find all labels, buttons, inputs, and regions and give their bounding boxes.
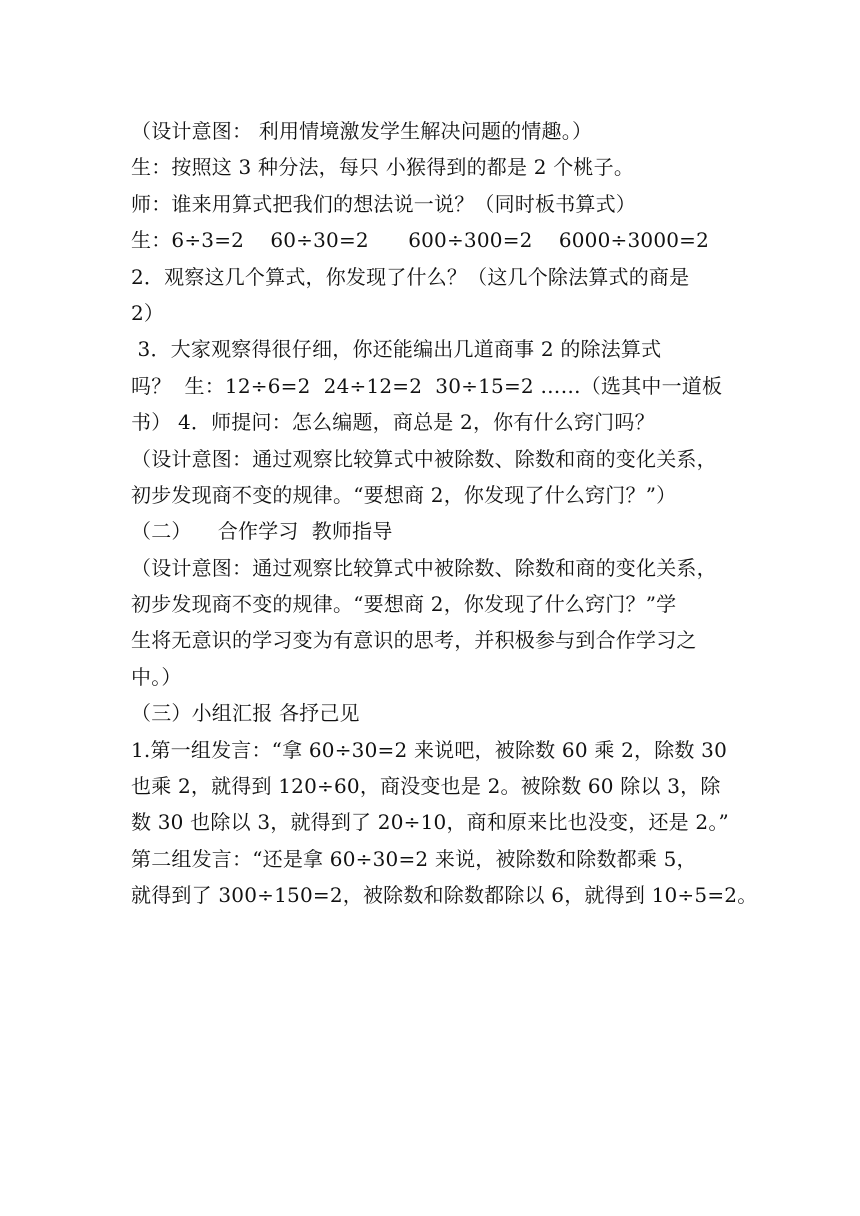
text-line: 数 30 也除以 3，就得到了 20÷10，商和原来比也没变，还是 2。”: [131, 810, 729, 835]
text-line: 初步发现商不变的规律。“要想商 2，你发现了什么窍门？”）: [131, 482, 677, 507]
text-line: 1.第一组发言：“拿 60÷30=2 来说吧，被除数 60 乘 2，除数 30: [131, 737, 728, 762]
text-line: （设计意图：通过观察比较算式中被除数、除数和商的变化关系，: [131, 446, 717, 471]
text-line: 生：6÷3=2 60÷30=2 600÷300=2 6000÷3000=2: [131, 228, 710, 253]
text-line: 第二组发言：“还是拿 60÷30=2 来说，被除数和除数都乘 5，: [131, 846, 697, 871]
text-line: 吗？ 生：12÷6=2 24÷12=2 30÷15=2 ……（选其中一道板: [131, 373, 723, 398]
text-line: 师：谁来用算式把我们的想法说一说？（同时板书算式）: [131, 191, 636, 216]
text-line: 生将无意识的学习变为有意识的思考，并积极参与到合作学习之: [131, 628, 697, 653]
section-heading: （二） 合作学习 教师指导: [131, 519, 393, 544]
text-line: 书） 4．师提问：怎么编题，商总是 2，你有什么窍门吗？: [131, 410, 655, 435]
text-line: 2）: [131, 300, 165, 325]
text-line: 初步发现商不变的规律。“要想商 2，你发现了什么窍门？”学: [131, 592, 677, 617]
text-line: 2．观察这几个算式，你发现了什么？（这几个除法算式的商是: [131, 264, 690, 289]
text-line: 就得到了 300÷150=2，被除数和除数都除以 6，就得到 10÷5=2。: [131, 883, 758, 908]
section-heading: （三）小组汇报 各抒己见: [131, 701, 360, 726]
text-line: 也乘 2，就得到 120÷60，商没变也是 2。被除数 60 除以 3，除: [131, 774, 721, 799]
text-line: 生：按照这 3 种分法，每只 小猴得到的都是 2 个桃子。: [131, 155, 635, 180]
text-body: [131, 113, 758, 914]
text-line: （设计意图：通过观察比较算式中被除数、除数和商的变化关系，: [131, 555, 717, 580]
text-line: 中。）: [131, 664, 182, 689]
text-line: 3．大家观察得很仔细，你还能编出几道商事 2 的除法算式: [131, 337, 662, 362]
text-line: （设计意图： 利用情境激发学生解决问题的情趣。）: [131, 119, 593, 143]
